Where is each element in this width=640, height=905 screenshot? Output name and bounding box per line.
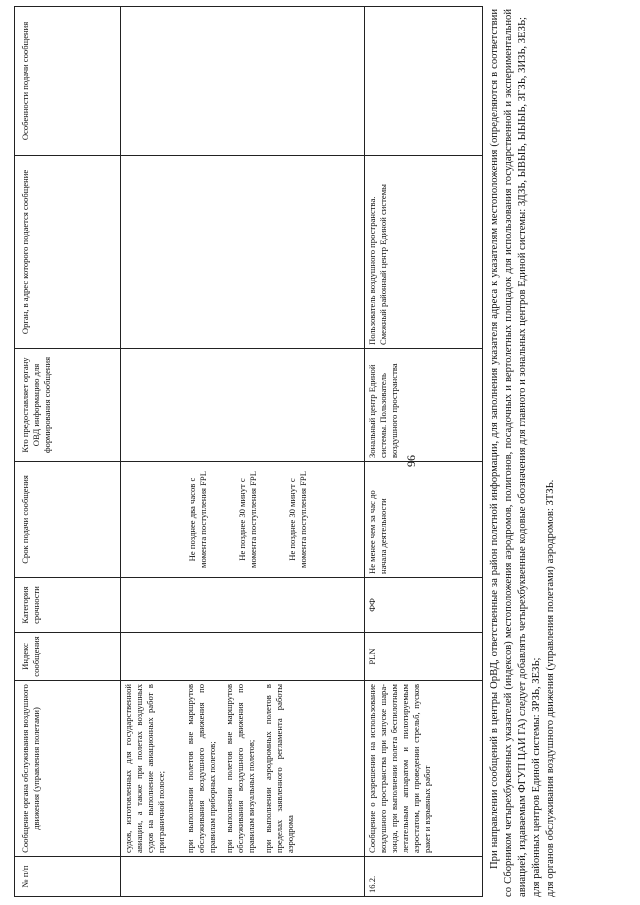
page-number: 96 (404, 455, 418, 467)
message-table (14, 6, 483, 897)
row1-message-item: при выполнении полетов вне маршрутов обслуживания воздушного движения по правилам приборных полетов; (185, 684, 217, 853)
row1-provider-cell (121, 349, 365, 462)
table-row (121, 7, 365, 897)
row1-deadline-item: Не позднее 30 минут с момента поступления FPL (287, 471, 308, 568)
header-num: № п/п (15, 857, 121, 897)
row1-num-cell (121, 857, 365, 897)
row1-recipient-cell (121, 156, 365, 349)
row1-category-cell (121, 578, 365, 633)
row2-recipient-line: Смежный районный центр Единой системы (378, 184, 388, 345)
row2-category-cell: ФФ (365, 578, 483, 633)
row2-recipient-line: Пользователь воздушного пространства. (367, 196, 377, 345)
row2-num-cell: 16.2. (365, 857, 483, 897)
notes-block (488, 9, 558, 897)
row1-deadline-item: Не позднее 30 минут с момента поступления FPL (237, 471, 258, 568)
header-category: Категория срочности (15, 578, 121, 633)
note-paragraph: для районных центров Единой системы: ЗРЗЬ, ЗЕЗЬ; (530, 657, 542, 897)
row1-message-cell (121, 681, 365, 857)
row2-deadline-cell: Не менее чем за час до начала деятельности (365, 462, 483, 578)
row2-message-cell: Сообщение о разрешении на использование воздушного пространства при запуске шара-зонда, при выполнении полета беспилотным летательным аппаратом и пилотируемым аэростатом, при проведении стрельб, пусков ракет и взрывных работ (365, 681, 483, 857)
row2-features-cell (365, 7, 483, 156)
note-paragraph: для органов обслуживания воздушного движения (управления полетами) аэродромов: ЗТЗЬ. (544, 479, 556, 897)
header-message: Сообщение органа обслуживания воздушного движения (управления полетами) (15, 681, 121, 857)
row2-provider-cell: Зональный центр Единой системы. Пользователь воздушного пространства (365, 349, 483, 462)
row2-index-cell: PLN (365, 633, 483, 681)
row1-features-cell (121, 7, 365, 156)
header-index: Индекс сообщения (15, 633, 121, 681)
row1-message-item: при выполнении полетов вне маршрутов обслуживания воздушного движения по правилам визуальных полетов; (224, 684, 256, 853)
table-header-row (15, 7, 121, 897)
note-paragraph: При направлении сообщений в центры ОрВД, ответственные за район полетной информации, для заполнения указателя адреса к указателям местоположения (определяются в соответствии со Сборником четырехбуквенных указателей (индексов) местоположения аэродромов, полигонов, посадочных и вертолетных площадок для использования государственной и экспериментальной авиацией, издаваемым ФГУП ЦАИ ГА) следует добавлять четырехбуквенные кодовые обозначения для главного и зональных центров Единой системы: ЗДЗЬ, ЫВЫЬ, ЫЫЫЬ, ЗГЗЬ, ЗИЗЬ, ЗЕЗЬ; (489, 9, 528, 897)
row2-recipient-cell (365, 156, 483, 349)
header-provider: Кто предоставляет органу ОВД информацию для формирования сообщения (15, 349, 121, 462)
row1-deadline-item: Не позднее два часов с момента поступления FPL (187, 471, 208, 568)
row1-message-intro: судов, изготовленных для государственной авиации, а также при полетах воздушных судов на выполнение авиационных работ в приграничной полосе; (123, 684, 166, 853)
row1-deadline-cell (121, 462, 365, 578)
header-deadline: Срок подачи сообщения (15, 462, 121, 578)
header-recipient: Орган, в адрес которого подается сообщение (15, 156, 121, 349)
row1-message-item: при выполнении аэродромных полетов в пределах заявленного регламента работы аэродрома (263, 684, 295, 853)
header-features: Особенности подачи сообщения (15, 7, 121, 156)
row1-index-cell (121, 633, 365, 681)
table-row (365, 7, 483, 897)
